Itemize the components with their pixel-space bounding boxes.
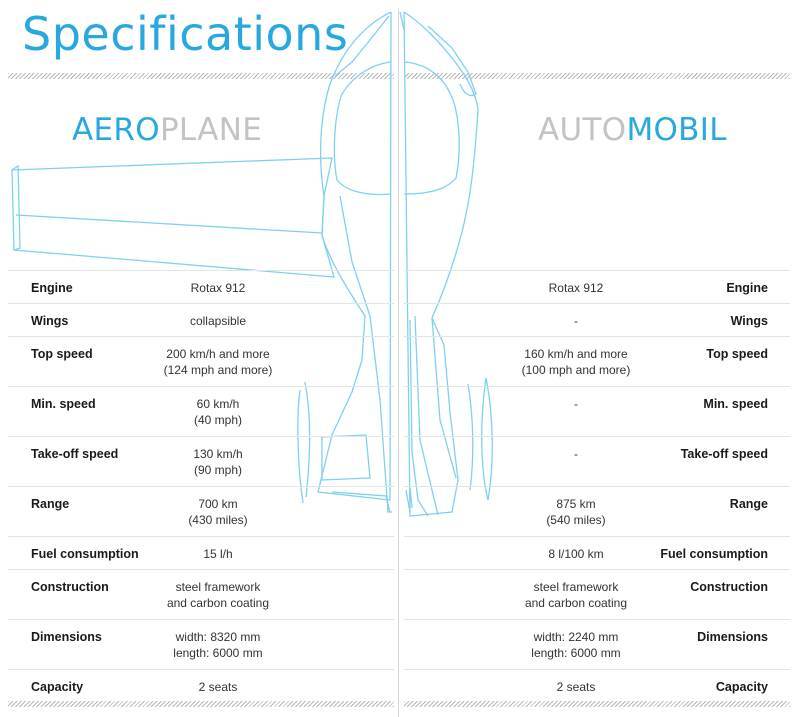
spec-row bbox=[404, 569, 790, 619]
spec-label: Fuel consumption bbox=[660, 547, 768, 561]
spec-row bbox=[8, 536, 394, 569]
spec-row bbox=[404, 536, 790, 569]
spec-row bbox=[8, 336, 394, 386]
spec-label: Range bbox=[31, 497, 70, 511]
spec-label: Range bbox=[729, 497, 768, 511]
spec-row bbox=[404, 386, 790, 436]
spec-label: Min. speed bbox=[703, 397, 768, 411]
spec-value: Rotax 912 bbox=[548, 281, 604, 295]
spec-value: - bbox=[574, 397, 578, 411]
spec-label: Capacity bbox=[715, 680, 768, 694]
spec-row bbox=[8, 486, 394, 536]
spec-row bbox=[8, 569, 394, 619]
spec-value: 875 km (540 miles) bbox=[546, 497, 606, 527]
spec-value: 15 l/h bbox=[203, 547, 233, 561]
spec-value: 60 km/h (40 mph) bbox=[193, 397, 243, 427]
aeroplane-heading bbox=[72, 108, 262, 152]
spec-row bbox=[404, 436, 790, 486]
aeroplane-heading-rest: PLANE bbox=[159, 112, 263, 148]
top-hatch-divider-left bbox=[8, 73, 394, 79]
automobil-heading-highlight: MOBIL bbox=[626, 112, 727, 148]
spec-label: Engine bbox=[726, 281, 768, 295]
spec-label: Construction bbox=[690, 580, 768, 594]
spec-label: Top speed bbox=[31, 347, 93, 361]
spec-value: width: 8320 mm length: 6000 mm bbox=[173, 630, 263, 660]
spec-row bbox=[8, 436, 394, 486]
spec-row bbox=[404, 619, 790, 669]
center-divider bbox=[398, 8, 399, 717]
spec-label: Fuel consumption bbox=[31, 547, 139, 561]
page-title: Specifications bbox=[22, 7, 349, 61]
aeroplane-heading-highlight: AERO bbox=[72, 112, 160, 148]
spec-value: Rotax 912 bbox=[190, 281, 246, 295]
spec-row bbox=[404, 336, 790, 386]
spec-value: 200 km/h and more (124 mph and more) bbox=[163, 347, 273, 377]
spec-label: Wings bbox=[31, 314, 69, 328]
spec-value: collapsible bbox=[189, 314, 247, 328]
spec-value: 2 seats bbox=[556, 680, 596, 694]
spec-value: - bbox=[574, 314, 578, 328]
bottom-hatch-divider-right bbox=[404, 701, 790, 707]
spec-label: Min. speed bbox=[31, 397, 96, 411]
spec-label: Take-off speed bbox=[680, 447, 768, 461]
spec-value: 8 l/100 km bbox=[548, 547, 604, 561]
spec-row bbox=[404, 270, 790, 303]
bottom-hatch-divider-left bbox=[8, 701, 394, 707]
spec-row bbox=[404, 486, 790, 536]
spec-label: Take-off speed bbox=[31, 447, 119, 461]
spec-label: Top speed bbox=[706, 347, 768, 361]
spec-label: Capacity bbox=[31, 680, 84, 694]
spec-label: Dimensions bbox=[697, 630, 768, 644]
spec-row bbox=[404, 303, 790, 336]
spec-value: 130 km/h (90 mph) bbox=[193, 447, 243, 477]
spec-label: Wings bbox=[730, 314, 768, 328]
aeroplane-spec-table bbox=[8, 270, 394, 702]
spec-row bbox=[8, 270, 394, 303]
spec-row bbox=[8, 303, 394, 336]
spec-value: 2 seats bbox=[198, 680, 238, 694]
spec-value: - bbox=[574, 447, 578, 461]
spec-value: 160 km/h and more (100 mph and more) bbox=[521, 347, 631, 377]
spec-value: width: 2240 mm length: 6000 mm bbox=[531, 630, 621, 660]
automobil-heading-rest: AUTO bbox=[538, 112, 627, 148]
spec-value: steel framework and carbon coating bbox=[166, 580, 270, 610]
top-hatch-divider-right bbox=[404, 73, 790, 79]
spec-label: Engine bbox=[31, 281, 73, 295]
spec-value: 700 km (430 miles) bbox=[188, 497, 248, 527]
spec-label: Construction bbox=[31, 580, 109, 594]
spec-label: Dimensions bbox=[31, 630, 102, 644]
spec-row bbox=[404, 669, 790, 702]
spec-row bbox=[8, 619, 394, 669]
spec-value: steel framework and carbon coating bbox=[524, 580, 628, 610]
spec-row bbox=[8, 669, 394, 702]
automobil-heading bbox=[538, 108, 727, 152]
spec-row bbox=[8, 386, 394, 436]
automobil-spec-table bbox=[404, 270, 790, 702]
